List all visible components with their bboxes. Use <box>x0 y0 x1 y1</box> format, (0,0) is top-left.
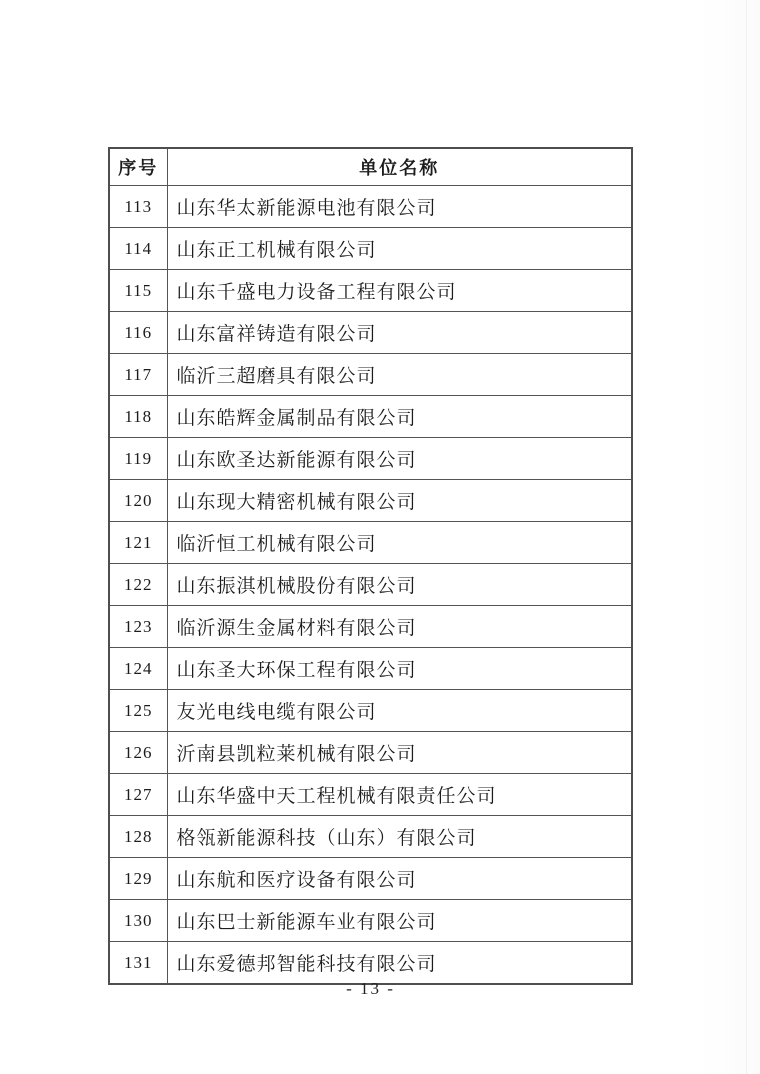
row-index-cell: 114 <box>109 228 167 270</box>
company-name-cell: 山东欧圣达新能源有限公司 <box>167 438 632 480</box>
company-name-cell: 山东巴士新能源车业有限公司 <box>167 900 632 942</box>
company-name-cell: 山东皓辉金属制品有限公司 <box>167 396 632 438</box>
company-name-cell: 沂南县凯粒莱机械有限公司 <box>167 732 632 774</box>
company-name-cell: 格瓴新能源科技（山东）有限公司 <box>167 816 632 858</box>
table-row <box>109 228 632 270</box>
row-index-cell: 118 <box>109 396 167 438</box>
company-name-cell: 临沂恒工机械有限公司 <box>167 522 632 564</box>
row-index-cell: 113 <box>109 186 167 228</box>
table-row <box>109 900 632 942</box>
table-header-row <box>109 148 632 186</box>
table-row <box>109 774 632 816</box>
company-name-cell: 临沂三超磨具有限公司 <box>167 354 632 396</box>
company-name-cell: 山东爱德邦智能科技有限公司 <box>167 942 632 985</box>
table-row <box>109 564 632 606</box>
row-index-cell: 121 <box>109 522 167 564</box>
row-index-cell: 123 <box>109 606 167 648</box>
page-number: - 13 - <box>346 979 395 998</box>
row-index-cell: 122 <box>109 564 167 606</box>
row-index-cell: 131 <box>109 942 167 985</box>
table-body <box>109 186 632 985</box>
row-index-cell: 120 <box>109 480 167 522</box>
row-index-cell: 117 <box>109 354 167 396</box>
row-index-cell: 125 <box>109 690 167 732</box>
table-row <box>109 522 632 564</box>
table-row <box>109 816 632 858</box>
scan-edge-artifact <box>746 0 747 1074</box>
table-row <box>109 942 632 985</box>
row-index-cell: 127 <box>109 774 167 816</box>
table-row <box>109 312 632 354</box>
table-row <box>109 480 632 522</box>
company-name-cell: 山东现大精密机械有限公司 <box>167 480 632 522</box>
company-name-cell: 山东华太新能源电池有限公司 <box>167 186 632 228</box>
company-name-cell: 山东航和医疗设备有限公司 <box>167 858 632 900</box>
table-row <box>109 648 632 690</box>
table-row <box>109 186 632 228</box>
company-table-area <box>108 147 633 985</box>
table-row <box>109 858 632 900</box>
row-index-cell: 126 <box>109 732 167 774</box>
row-index-cell: 130 <box>109 900 167 942</box>
row-index-cell: 124 <box>109 648 167 690</box>
company-name-cell: 山东圣大环保工程有限公司 <box>167 648 632 690</box>
company-name-cell: 山东振淇机械股份有限公司 <box>167 564 632 606</box>
table-row <box>109 438 632 480</box>
company-name-cell: 山东正工机械有限公司 <box>167 228 632 270</box>
table-row <box>109 270 632 312</box>
row-index-cell: 119 <box>109 438 167 480</box>
table-header <box>109 148 632 186</box>
table-row <box>109 690 632 732</box>
company-name-cell: 临沂源生金属材料有限公司 <box>167 606 632 648</box>
row-index-cell: 129 <box>109 858 167 900</box>
table-row <box>109 606 632 648</box>
table-row <box>109 396 632 438</box>
company-name-cell: 友光电线电缆有限公司 <box>167 690 632 732</box>
company-name-cell: 山东富祥铸造有限公司 <box>167 312 632 354</box>
table-row <box>109 354 632 396</box>
company-name-cell: 山东千盛电力设备工程有限公司 <box>167 270 632 312</box>
column-header-name: 单位名称 <box>167 148 632 186</box>
table-row <box>109 732 632 774</box>
row-index-cell: 128 <box>109 816 167 858</box>
column-header-index: 序号 <box>109 148 167 186</box>
row-index-cell: 115 <box>109 270 167 312</box>
company-table <box>108 147 633 985</box>
company-name-cell: 山东华盛中天工程机械有限责任公司 <box>167 774 632 816</box>
row-index-cell: 116 <box>109 312 167 354</box>
